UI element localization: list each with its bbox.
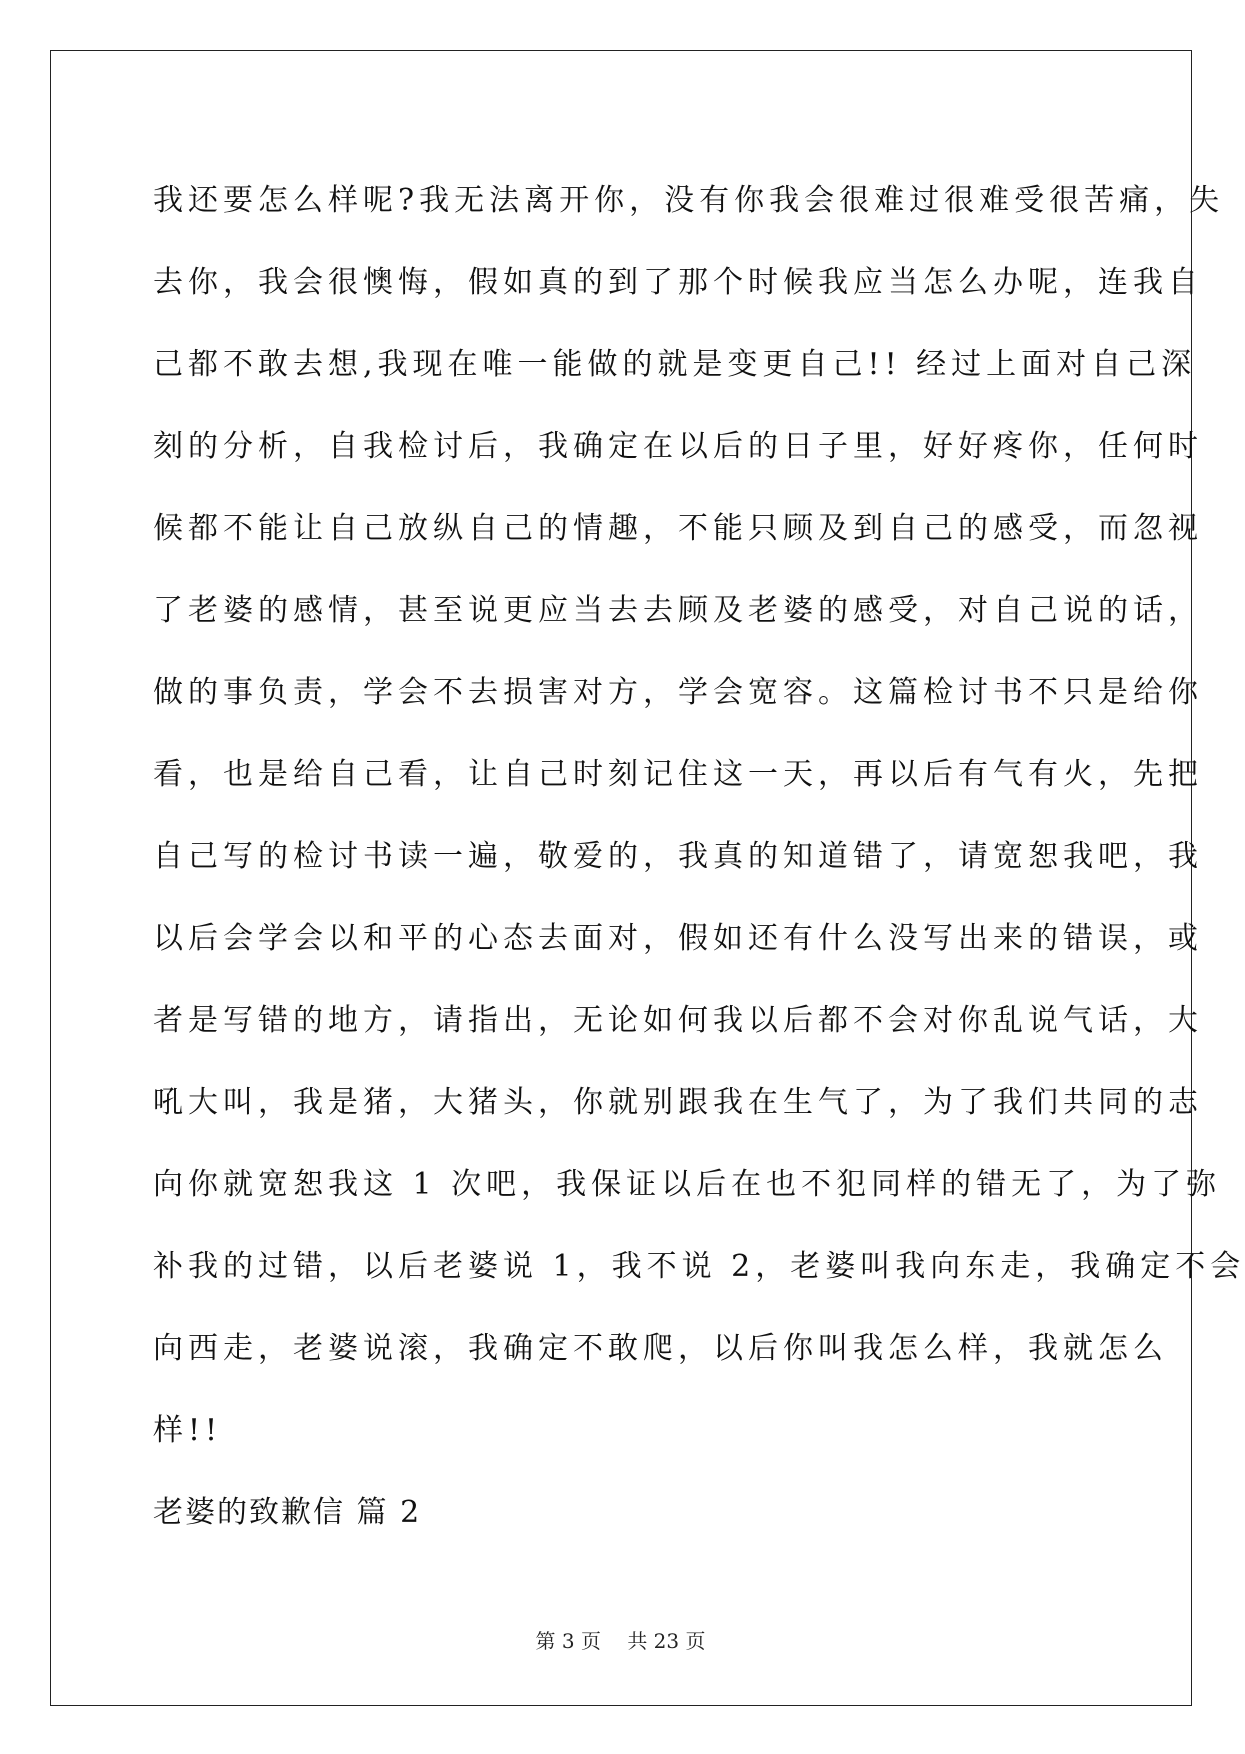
paragraph-line: 样!! (153, 1413, 223, 1448)
paragraph-line: 我还要怎么样呢?我无法离开你，没有你我会很难过很难受很苦痛，失 (153, 183, 1225, 218)
paragraph-line: 向你就宽恕我这 1 次吧，我保证以后在也不犯同样的错无了，为了弥 (153, 1167, 1222, 1202)
paragraph-line: 去你，我会很懊悔，假如真的到了那个时候我应当怎么办呢，连我自 (153, 265, 1203, 300)
paragraph-line: 己都不敢去想,我现在唯一能做的就是变更自己!! 经过上面对自己深 (153, 347, 1197, 382)
paragraph-line: 者是写错的地方，请指出，无论如何我以后都不会对你乱说气话，大 (153, 1003, 1203, 1038)
paragraph-line: 吼大叫，我是猪，大猪头，你就别跟我在生气了，为了我们共同的志 (153, 1085, 1203, 1120)
paragraph-line: 看，也是给自己看，让自己时刻记住这一天，再以后有气有火，先把 (153, 757, 1203, 792)
page-footer (0, 1625, 1241, 1654)
document-body (153, 160, 1245, 1554)
paragraph-line: 补我的过错，以后老婆说 1，我不说 2，老婆叫我向东走，我确定不会 (153, 1249, 1245, 1284)
paragraph-line: 向西走，老婆说滚，我确定不敢爬，以后你叫我怎么样，我就怎么 (153, 1331, 1168, 1366)
page-number-total: 共 23 页 (627, 1629, 706, 1653)
section-heading: 老婆的致歉信 篇 2 (153, 1495, 422, 1530)
paragraph-line: 候都不能让自己放纵自己的情趣，不能只顾及到自己的感受，而忽视 (153, 511, 1203, 546)
paragraph-line: 自己写的检讨书读一遍，敬爱的，我真的知道错了，请宽恕我吧，我 (153, 839, 1203, 874)
paragraph-line: 了老婆的感情，甚至说更应当去去顾及老婆的感受，对自己说的话， (153, 593, 1203, 628)
paragraph-line: 刻的分析，自我检讨后，我确定在以后的日子里，好好疼你，任何时 (153, 429, 1203, 464)
paragraph-line: 做的事负责，学会不去损害对方，学会宽容。这篇检讨书不只是给你 (153, 675, 1203, 710)
paragraph-line: 以后会学会以和平的心态去面对，假如还有什么没写出来的错误，或 (153, 921, 1203, 956)
page-number-current: 第 3 页 (535, 1629, 601, 1653)
